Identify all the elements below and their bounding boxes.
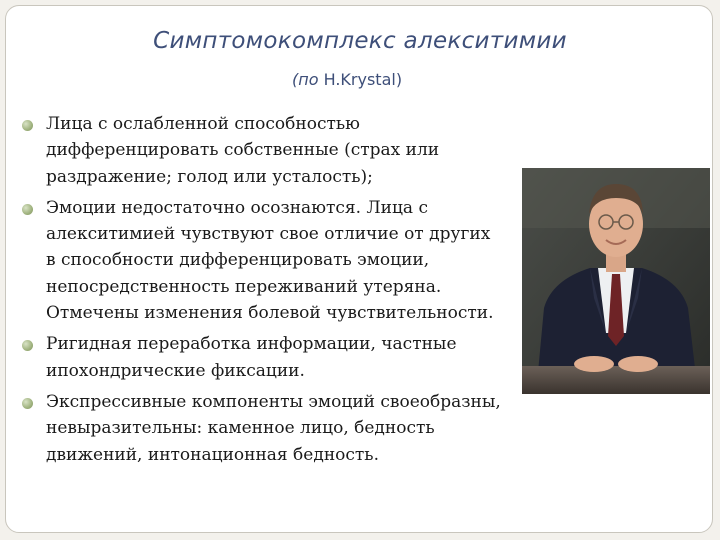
bullet-text: Эмоции недостаточно осознаются. Лица с алекситимией чувствуют свое отличие от других в способности дифференцировать эмоции, непосредственность переживаний утеряна. Отмечены изменения болевой чувствительности.: [46, 197, 494, 324]
subtitle-prefix: (по: [292, 70, 319, 89]
round-bullet-icon: [22, 398, 33, 409]
slide-subtitle: [292, 70, 402, 89]
portrait-photo: [522, 168, 710, 394]
subtitle-author: H.Krystal): [318, 70, 403, 89]
list-item: [22, 111, 502, 190]
round-bullet-icon: [22, 204, 33, 215]
round-bullet-icon: [22, 120, 33, 131]
list-item: [22, 195, 502, 326]
round-bullet-icon: [22, 340, 33, 351]
slide-title: Симптомокомплекс алекситимии: [153, 28, 567, 54]
bullet-text: Лица с ослабленной способностью дифференцировать собственные (страх или раздражение; голод или усталость);: [46, 114, 440, 187]
list-item: [22, 331, 502, 384]
bullet-text: Экспрессивные компоненты эмоций своеобразны, невыразительны: каменное лицо, бедность движений, интонационная бедность.: [46, 391, 501, 465]
bullet-list: [22, 111, 502, 473]
bullet-text: Ригидная переработка информации, частные ипохондрические фиксации.: [46, 334, 457, 381]
list-item: [22, 389, 502, 468]
